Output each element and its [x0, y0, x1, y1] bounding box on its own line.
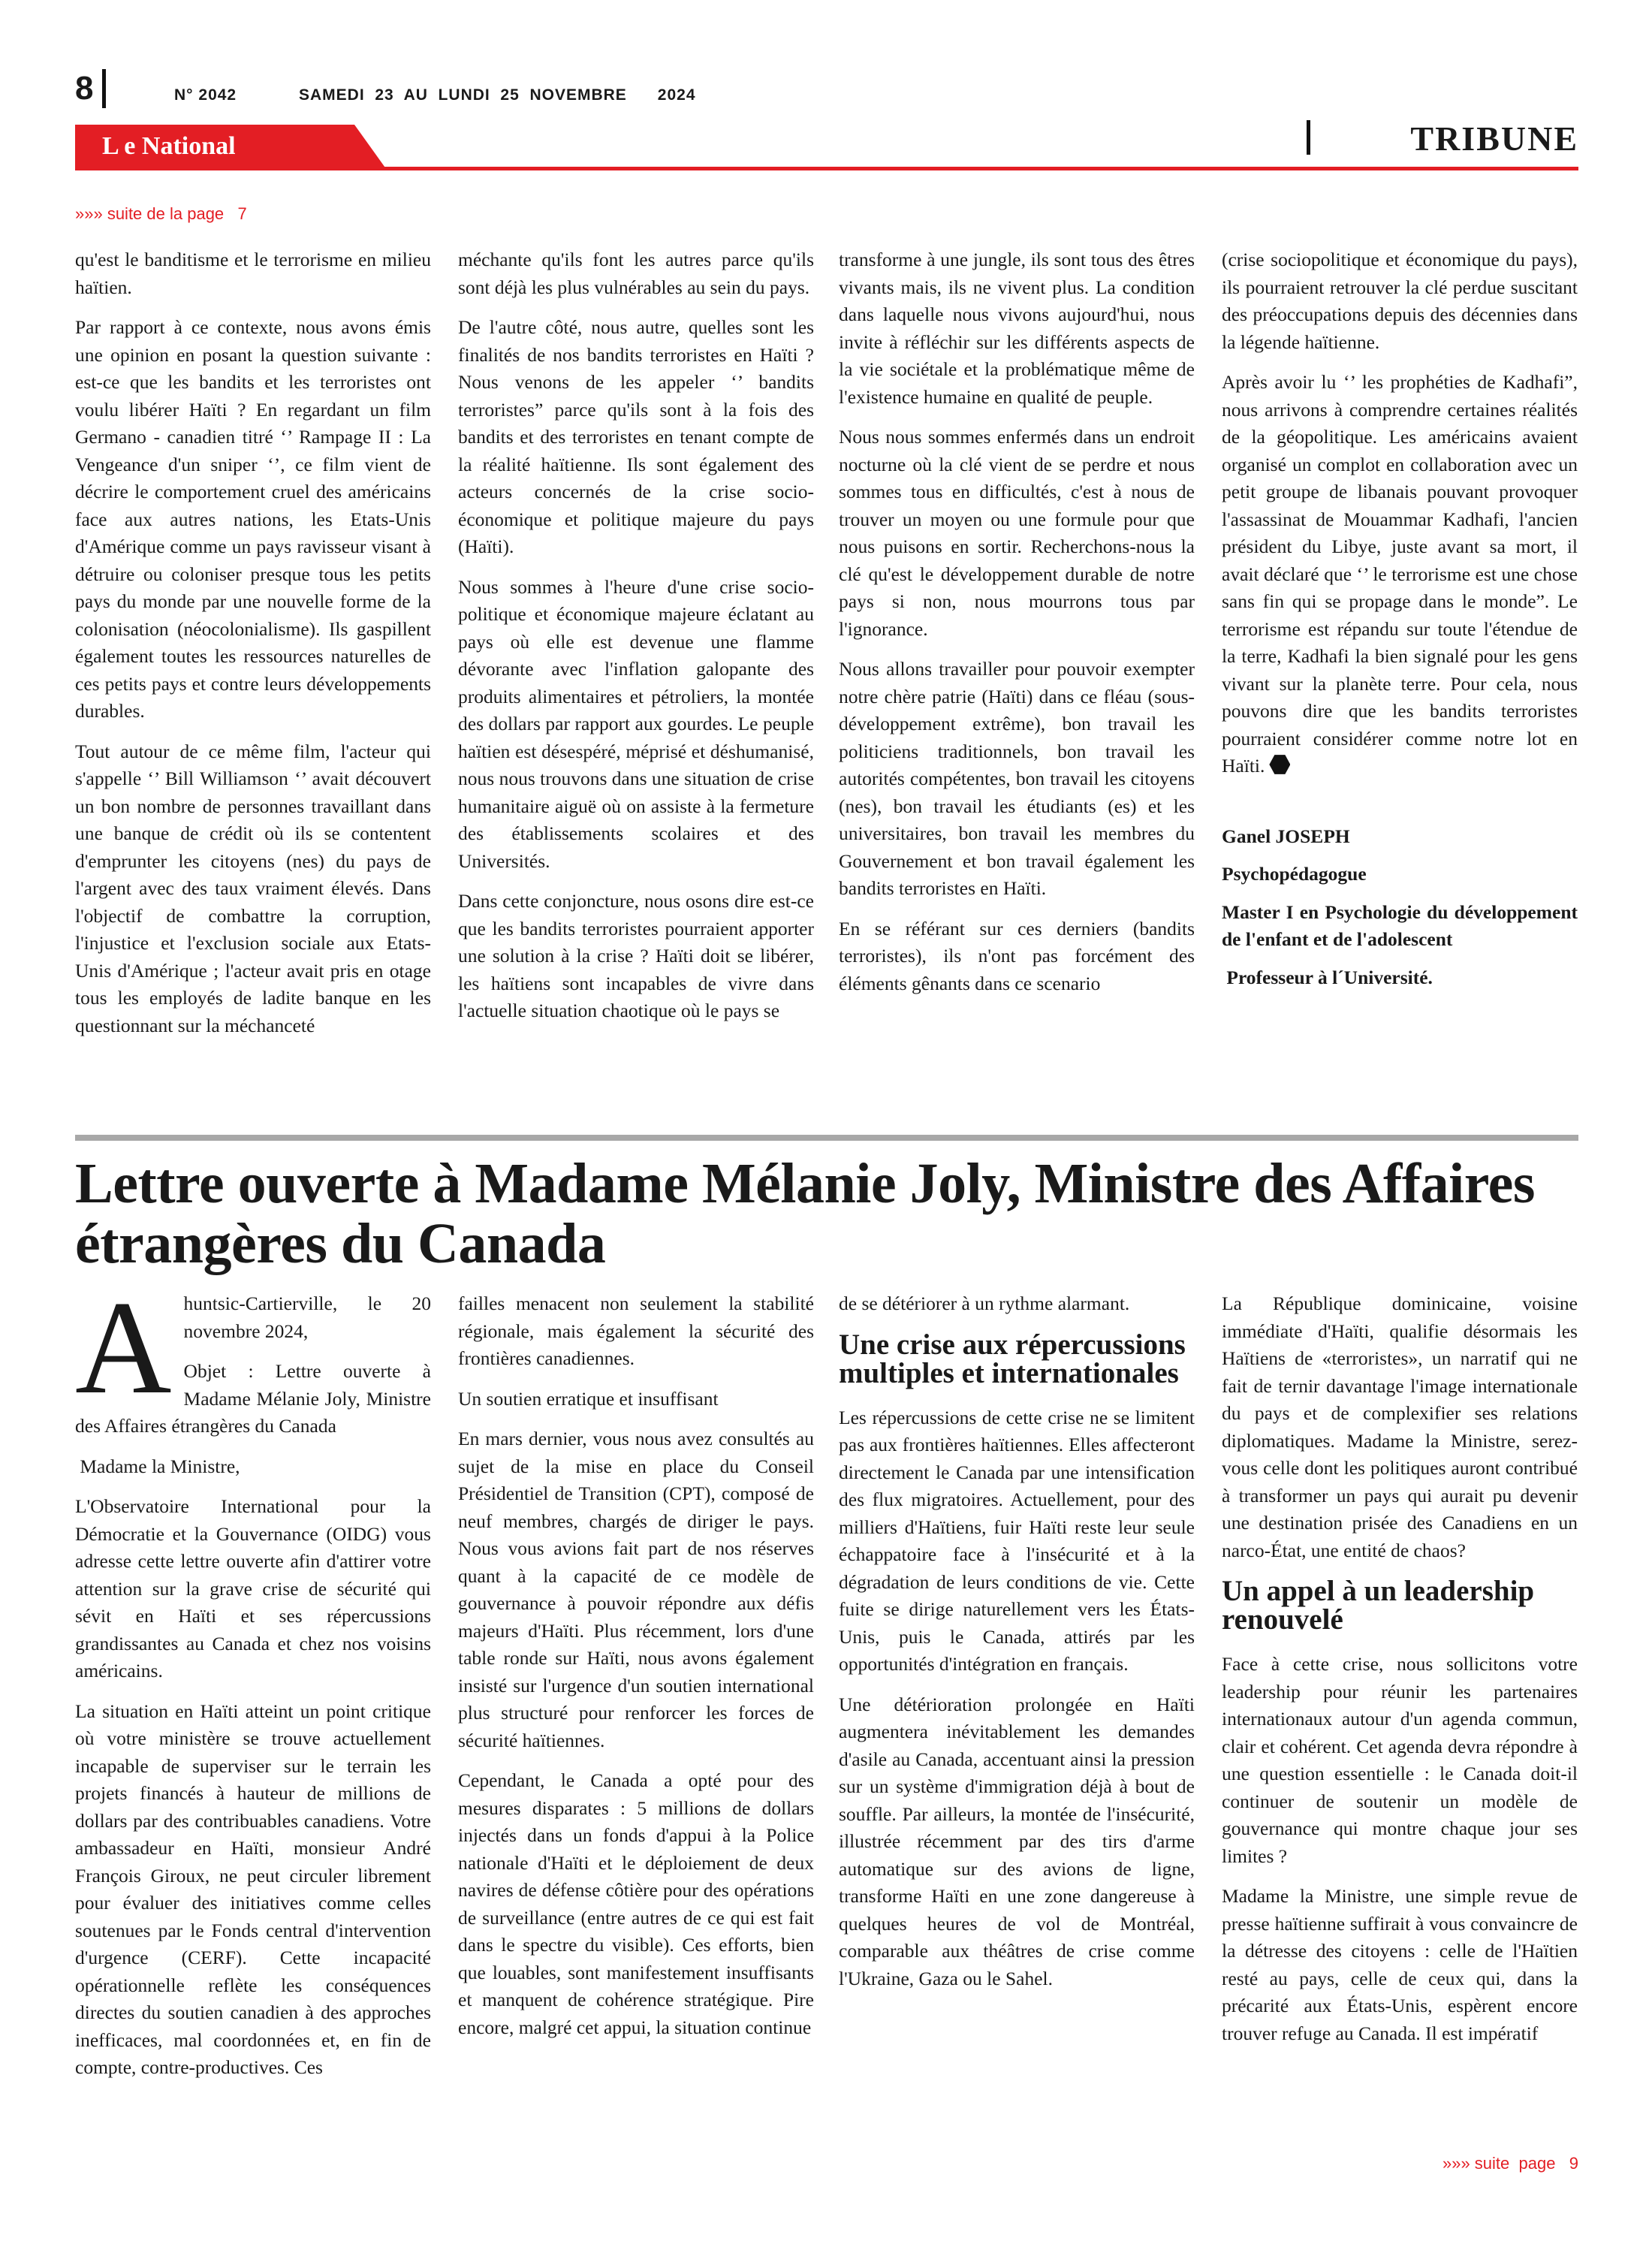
- brand-logo: L e National: [102, 132, 236, 160]
- author-degree: Master I en Psychologie du développement de l'enfant et de l'adolescent: [1222, 900, 1578, 950]
- paragraph: Nous nous sommes enfermés dans un endroit nocturne où la clé vient de se perdre et nous sommes tous en difficultés, c'est à nous de trouver un moyen ou une formule pour que nous puisons en sortir. Recherchons-nous la clé qu'est le développement durable de notre pays si non, nous mourrons tous par l'ignorance.: [839, 426, 1195, 640]
- drop-cap: A: [75, 1290, 172, 1422]
- paragraph: Nous sommes à l'heure d'une crise socio-politique et économique majeure éclatant au pays où elle est devenue une flamme dévorante avec l'inflation galopante des produits alimentaires et pétroliers, la montée des dollars par rapport aux gourdes. Le peuple haïtien est désespéré, méprisé et déshumanisé, nous nous trouvons dans une situation de crise humanitaire aiguë où on assiste à la fermeture des établissements scolaires et des Universités.: [458, 575, 814, 872]
- paragraph: Une détérioration prolongée en Haïti augmentera inévitablement les demandes d'asile au Canada, accentuant ainsi la pression sur un système d'immigration déjà à bout de souffle. Par ailleurs, la montée de l'insécurité, illustrée récemment par des tirs d'arme automatique sur des avions de ligne, transforme Haïti en une zone dangereuse à quelques heures de vol de Montréal, comparable aux théâtres de crise comme l'Ukraine, Gaza ou le Sahel.: [839, 1693, 1195, 1989]
- paragraph: De l'autre côté, nous autre, quelles sont les finalités de nos bandits terroristes en Haïti ? Nous venons de les appeler ‘’ bandits terroristes” parce qu'ils sont à la fois des bandits et des terroristes en tenant compte de la réalité haïtienne. Ils sont également des acteurs concernés de la crise socio-économique et politique majeure du pays (Haïti).: [458, 316, 814, 557]
- subheading: Un appel à un leadership renouvelé: [1222, 1575, 1535, 1636]
- paragraph: En mars dernier, vous nous avez consultés au sujet de la mise en place du Conseil Présidentiel de Transition (CPT), composé de neuf membres, chargés de diriger le pays. Nous vous avions fait part de nos réserves quant à la capacité de ce modèle de gouvernance à pouvoir répondre aux défis majeurs d'Haïti. Plus récemment, lors d'une table ronde sur Haïti, nous avons également insisté sur l'urgence d'un soutien international plus structuré pour renforcer les forces de sécurité haïtiennes.: [458, 1428, 814, 1751]
- paragraph: [1222, 369, 1578, 780]
- paragraph: de se détériorer à un rythme alarmant.: [839, 1292, 1130, 1314]
- author-position: Professeur à l´Université.: [1222, 966, 1433, 988]
- paragraph: transforme à une jungle, ils sont tous des êtres vivants mais, ils ne vivent plus. La condition dans laquelle nous vivons aujourd'hui, nous invite à réfléchir sur les différents aspects de la vie sociétale et la problématique même de l'existence humaine en qualité de peuple.: [839, 249, 1195, 408]
- author-name: Ganel JOSEPH: [1222, 825, 1350, 847]
- letter-opening: [75, 1290, 431, 1453]
- paragraph: Les répercussions de cette crise ne se limitent pas aux frontières haïtiennes. Elles affecteront directement le Canada par une intensification des flux migratoires. Actuellement, pour des milliers d'Haïtiens, fuir Haïti reste leur seule échappatoire face à l'insécurité et à la dégradation de leurs conditions de vie. Cette fuite se dirige naturellement vers les États-Unis, puis le Canada, attirés par les opportunités d'intégration en français.: [839, 1406, 1195, 1675]
- tribune-column-3: [839, 246, 1195, 1110]
- inline-subheading: Un soutien erratique et insuffisant: [458, 1387, 719, 1410]
- paragraph: Dans cette conjoncture, nous osons dire est-ce que les bandits terroristes pourraient apporter une solution à la crise ? Haïti doit se libérer, les haïtiens sont incapables de vivre dans l'actuelle situation chaotique où le pays se: [458, 890, 814, 1021]
- paragraph: Madame la Ministre, une simple revue de presse haïtienne suffirait à vous convaincre de la détresse des citoyens : celle de l'Haïtien resté au pays, celle de ceux qui, dans la précarité aux États-Unis, espèrent encore trouver refuge au Canada. Il est impératif: [1222, 1885, 1578, 2044]
- paragraph: Tout autour de ce même film, l'acteur qui s'appelle ‘’ Bill Williamson ‘’ avait découvert un bon nombre de personnes travaillant dans une banque de crédit où ils se contentent d'emprunter les citoyens (nes) du pays de l'argent avec des taux vraiment élevés. Dans l'objectif de combattre la corruption, l'injustice et l'exclusion sociale aux Etats- Unis d'Amérique ; l'acteur avait pris en otage tous les employés de ladite banque en les questionnant sur la méchanceté: [75, 740, 431, 1036]
- paragraph: En se référant sur ces derniers (bandits terroristes), ils n'ont pas forcément des éléments gênants dans ce scenario: [839, 917, 1195, 994]
- paragraph: (crise sociopolitique et économique du pays), ils pourraient retrouver la clé perdue suscitant des préoccupations depuis des décennies dans la légende haïtienne.: [1222, 249, 1578, 353]
- letter-object: Objet : Lettre ouverte à Madame Mélanie Joly, Ministre des Affaires étrangères du Canada: [75, 1360, 431, 1437]
- tribune-column-4: [1222, 246, 1578, 1110]
- end-of-article-icon: [1269, 754, 1290, 775]
- section-divider: [1307, 120, 1310, 155]
- letter-column-2: [458, 1290, 814, 2154]
- page-number: 8: [75, 70, 94, 107]
- issue-number: N° 2042: [174, 86, 237, 104]
- letter-column-1: [75, 1290, 431, 2154]
- paragraph: méchante qu'ils font les autres parce qu'ils sont déjà les plus vulnérables au sein du pays.: [458, 249, 814, 298]
- tribune-column-2: [458, 246, 814, 1110]
- letter-salutation: Madame la Ministre,: [75, 1455, 240, 1477]
- paragraph: La République dominicaine, voisine immédiate d'Haïti, qualifie désormais les Haïtiens de «terroristes», un narratif qui ne fait de ternir davantage l'image internationale du pays et de complexifier ses relations diplomatiques. Madame la Ministre, serez-vous celle dont les politiques auront contribué à transformer un pays qui aurait pu devenir une destination prisée des Canadiens en un narco-État, une entité de chaos?: [1222, 1292, 1578, 1561]
- subheading: Une crise aux répercussions multiples et internationales: [839, 1328, 1186, 1389]
- header-rule: [75, 167, 1578, 170]
- paragraph: Nous allons travailler pour pouvoir exempter notre chère patrie (Haïti) dans ce fléau (sous-développement extrême), bon travail les politiciens traditionnels, bon travail les autorités compétentes, bon travail les citoyens (nes), bon travail les étudiants (es) et les universitaires, bon travail les membres du Gouvernement et bon travail également les bandits terroristes en Haïti.: [839, 658, 1195, 899]
- letter-column-4: [1222, 1290, 1578, 2154]
- page-number-divider: [102, 69, 106, 108]
- paragraph: Par rapport à ce contexte, nous avons émis une opinion en posant la question suivante : est-ce que les bandits et les terroristes ont voulu libérer Haïti ? En regardant un film Germano - canadien titré ‘’ Rampage II : La Vengeance d'un sniper ‘’, ce film vient de décrire le comportement cruel des américains face aux autres nations, les Etats-Unis d'Amérique comme un pays ravisseur visant à détruire ou coloniser presque tous les petits pays du monde par une nouvelle forme de la colonisation (néocolonialisme). Ils gaspillent également toutes les ressources naturelles de ces petits pays et contre leurs développements durables.: [75, 316, 431, 722]
- paragraph: Cependant, le Canada a opté pour des mesures disparates : 5 millions de dollars injectés dans un fonds d'appui à la Police nationale d'Haïti et le déploiement de deux navires de défense côtière pour des opérations de surveillance (entre autres de ce qui est fait dans le spectre du visible). Ces efforts, bien que louables, sont manifestement insuffisants et manquent de cohérence stratégique. Pire encore, malgré cet appui, la situation continue: [458, 1769, 814, 2038]
- issue-date: SAMEDI 23 AU LUNDI 25 NOVEMBRE 2024: [299, 86, 696, 104]
- article-divider: [75, 1135, 1578, 1141]
- article-headline: Lettre ouverte à Madame Mélanie Joly, Ministre des Affaires étrangères du Canada: [75, 1152, 1535, 1275]
- author-signature: [1222, 793, 1578, 992]
- tribune-column-1: [75, 246, 431, 1110]
- section-title: TRIBUNE: [1410, 119, 1578, 158]
- paragraph-text: Après avoir lu ‘’ les prophéties de Kadhafi”, nous arrivons à comprendre certaines réalités de la géopolitique. Les américains avaient organisé un complot en collaboration avec un petit groupe de libanais pouvant provoquer l'assassinat de Mouammar Kadhafi, l'ancien président du Libye, juste avant sa mort, il avait déclaré que ‘’ le terrorisme est une chose sans fin qui se propage dans le monde”. Le terrorisme est répandu sur toute l'étendue de la terre, Kadhafi la bien signalé pour les gens vivant sur la planète terre. Pour cela, nous pouvons dire que les bandits terroristes pourraient considérer comme notre lot en Haïti.: [1222, 371, 1578, 777]
- paragraph: Face à cette crise, nous sollicitons votre leadership pour réunir les partenaires internationaux autour d'un agenda commun, clair et cohérent. Cet agenda devra répondre à une question essentielle : le Canada doit-il continuer de soutenir un modèle de gouvernance qui montre chaque jour ses limites ?: [1222, 1653, 1578, 1867]
- letter-column-3: [839, 1290, 1195, 2154]
- continued-to: »»» suite page 9: [1442, 2154, 1578, 2173]
- paragraph: qu'est le banditisme et le terrorisme en milieu haïtien.: [75, 249, 431, 298]
- paragraph: L'Observatoire International pour la Démocratie et la Gouvernance (OIDG) vous adresse cette lettre ouverte afin d'attirer votre attention sur la grave crise de sécurité qui sévit en Haïti et ses répercussions grandissantes au Canada et chez nos voisins américains.: [75, 1495, 431, 1681]
- author-role: Psychopédagogue: [1222, 863, 1367, 885]
- continued-from: »»» suite de la page 7: [75, 204, 247, 223]
- paragraph: La situation en Haïti atteint un point critique où votre ministère se trouve actuellement incapable de superviser sur le terrain les projets financés à hauteur de millions de dollars par des contribuables canadiens. Votre ambassadeur en Haïti, monsieur André François Giroux, ne peut circuler librement pour évaluer des initiatives comme celles soutenues par le Fonds central d'intervention d'urgence (CERF). Cette incapacité opérationnelle reflète les conséquences directes du soutien canadien à des approches inefficaces, mal coordonnées et, en fin de compte, contre-productives. Ces: [75, 1700, 431, 2078]
- paragraph: failles menacent non seulement la stabilité régionale, mais également la sécurité des frontières canadiennes.: [458, 1292, 814, 1369]
- letter-place-date: huntsic-Cartierville, le 20 novembre 2024,: [183, 1292, 431, 1342]
